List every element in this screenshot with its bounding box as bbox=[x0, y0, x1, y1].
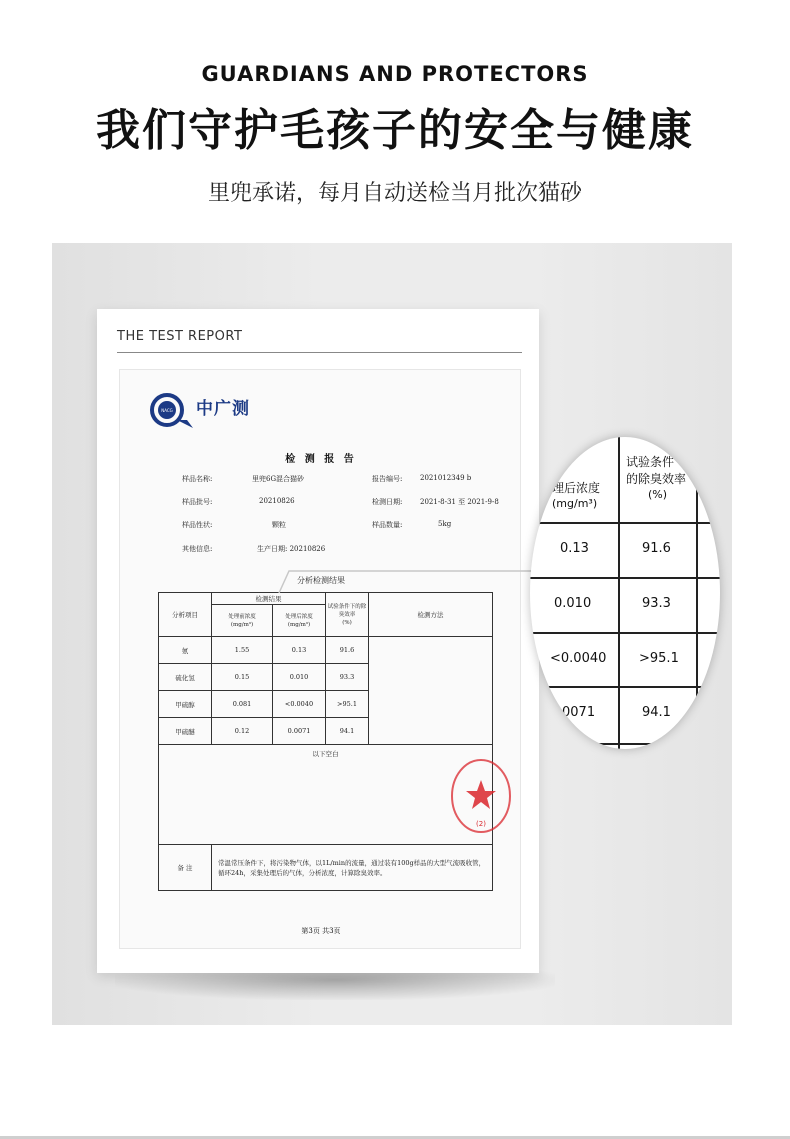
zoom-after-value: 0.010 bbox=[554, 596, 592, 611]
zoom-eff-value: >95.1 bbox=[639, 651, 679, 666]
official-stamp-icon bbox=[448, 754, 514, 838]
results-table bbox=[158, 592, 493, 891]
card-divider bbox=[117, 352, 522, 353]
logo-badge-text: NACG bbox=[161, 408, 173, 413]
row-item: 甲硫醇 bbox=[159, 691, 212, 718]
zoom-eff-value: 91.6 bbox=[642, 541, 671, 556]
sample-name-value: 里兜6G混合猫砂 bbox=[252, 475, 305, 483]
row-efficiency: >95.1 bbox=[326, 691, 369, 718]
zoom-after-value: 0071 bbox=[562, 705, 596, 720]
zoom-after-value: 0.13 bbox=[560, 541, 589, 556]
method-cell bbox=[369, 637, 493, 745]
row-after: 0.13 bbox=[273, 637, 326, 664]
form-value: 颗粒 bbox=[272, 521, 286, 529]
row-efficiency: 91.6 bbox=[326, 637, 369, 664]
header-efficiency bbox=[326, 593, 369, 637]
test-date-value: 2021-8-31 至 2021-9-8 bbox=[420, 498, 499, 506]
header-results: 检测结果 bbox=[212, 593, 326, 605]
sub-headline: 里兜承诺，每月自动送检当月批次猫砂 bbox=[207, 181, 582, 206]
zoom-after-value: <0.0040 bbox=[550, 651, 607, 666]
zoom-after-label: 理后浓度 bbox=[552, 481, 601, 495]
zoom-gridline bbox=[530, 632, 720, 634]
other-info-label: 其他信息: bbox=[182, 545, 213, 553]
header-method: 检测方法 bbox=[369, 593, 493, 637]
lab-logo-text: 中广测 bbox=[196, 399, 250, 419]
header-after-unit: (mg/m³) bbox=[287, 621, 311, 628]
row-item: 甲硫醚 bbox=[159, 718, 212, 745]
row-before: 0.081 bbox=[212, 691, 273, 718]
row-after: 0.0071 bbox=[273, 718, 326, 745]
stamp-number: (2) bbox=[476, 820, 486, 828]
header-after-label: 处理后浓度 bbox=[285, 613, 313, 620]
main-headline: 我们守护毛孩子的安全与健康 bbox=[96, 105, 694, 156]
batch-value: 20210826 bbox=[259, 497, 295, 505]
eyebrow-heading: GUARDIANS AND PROTECTORS bbox=[201, 62, 589, 86]
blank-note: 以下空白 bbox=[159, 745, 493, 845]
row-before: 1.55 bbox=[212, 637, 273, 664]
header-before-unit: (mg/m³) bbox=[230, 621, 254, 628]
zoom-eff-unit: (%) bbox=[648, 488, 668, 501]
zoom-eff-label-2: 的除臭效率 bbox=[626, 472, 687, 486]
row-efficiency: 94.1 bbox=[326, 718, 369, 745]
row-after: 0.010 bbox=[273, 664, 326, 691]
header-efficiency-label: 试验条件下的除臭效率 bbox=[327, 603, 367, 618]
card-title: THE TEST REPORT bbox=[117, 329, 243, 344]
header-item: 分析项目 bbox=[159, 593, 212, 637]
zoom-gridline bbox=[696, 437, 698, 749]
report-number-label: 报告编号: bbox=[372, 475, 403, 483]
magnified-table bbox=[530, 437, 720, 749]
zoom-gridline bbox=[618, 437, 620, 749]
zoom-gridline bbox=[530, 743, 720, 745]
batch-label: 样品批号: bbox=[182, 498, 213, 506]
row-before: 0.12 bbox=[212, 718, 273, 745]
report-document bbox=[119, 369, 521, 949]
other-info-value: 生产日期: 20210826 bbox=[257, 545, 326, 553]
zoom-gridline bbox=[530, 522, 720, 524]
quantity-label: 样品数量: bbox=[372, 521, 403, 529]
report-number-value: 2021012349 b bbox=[420, 474, 472, 482]
header-after bbox=[273, 605, 326, 637]
header-efficiency-unit: (%) bbox=[342, 619, 352, 626]
zoom-gridline bbox=[530, 686, 720, 688]
quantity-value: 5kg bbox=[438, 520, 452, 528]
test-report-card bbox=[97, 309, 539, 973]
zoom-eff-label-1: 试验条件 bbox=[626, 455, 675, 469]
page-number: 第3页 共3页 bbox=[301, 927, 341, 935]
remark-label: 备 注 bbox=[159, 845, 212, 891]
zoom-after-unit: (mg/m³) bbox=[552, 497, 598, 510]
table-row bbox=[159, 637, 493, 664]
form-label: 样品性状: bbox=[182, 521, 213, 529]
test-date-label: 检测日期: bbox=[372, 498, 403, 506]
row-item: 硫化氢 bbox=[159, 664, 212, 691]
row-after: <0.0040 bbox=[273, 691, 326, 718]
magnified-detail bbox=[530, 437, 720, 749]
sample-name-label: 样品名称: bbox=[182, 475, 213, 483]
analysis-section-title: 分析检测结果 bbox=[297, 576, 345, 585]
remark-text: 常温常压条件下，将污染物气体，以1L/min的流量，通过装有100g样品的大型气流吸收管，循环24h，采集处理后的气体，分析浓度，计算除臭效率。 bbox=[212, 845, 493, 891]
header-before-label: 处理前浓度 bbox=[228, 613, 256, 620]
header-before bbox=[212, 605, 273, 637]
zoom-gridline bbox=[530, 577, 720, 579]
report-title: 检 测 报 告 bbox=[285, 454, 357, 465]
zoom-eff-value: 94.1 bbox=[642, 705, 671, 720]
row-efficiency: 93.3 bbox=[326, 664, 369, 691]
row-before: 0.15 bbox=[212, 664, 273, 691]
zoom-eff-value: 93.3 bbox=[642, 596, 671, 611]
row-item: 氨 bbox=[159, 637, 212, 664]
